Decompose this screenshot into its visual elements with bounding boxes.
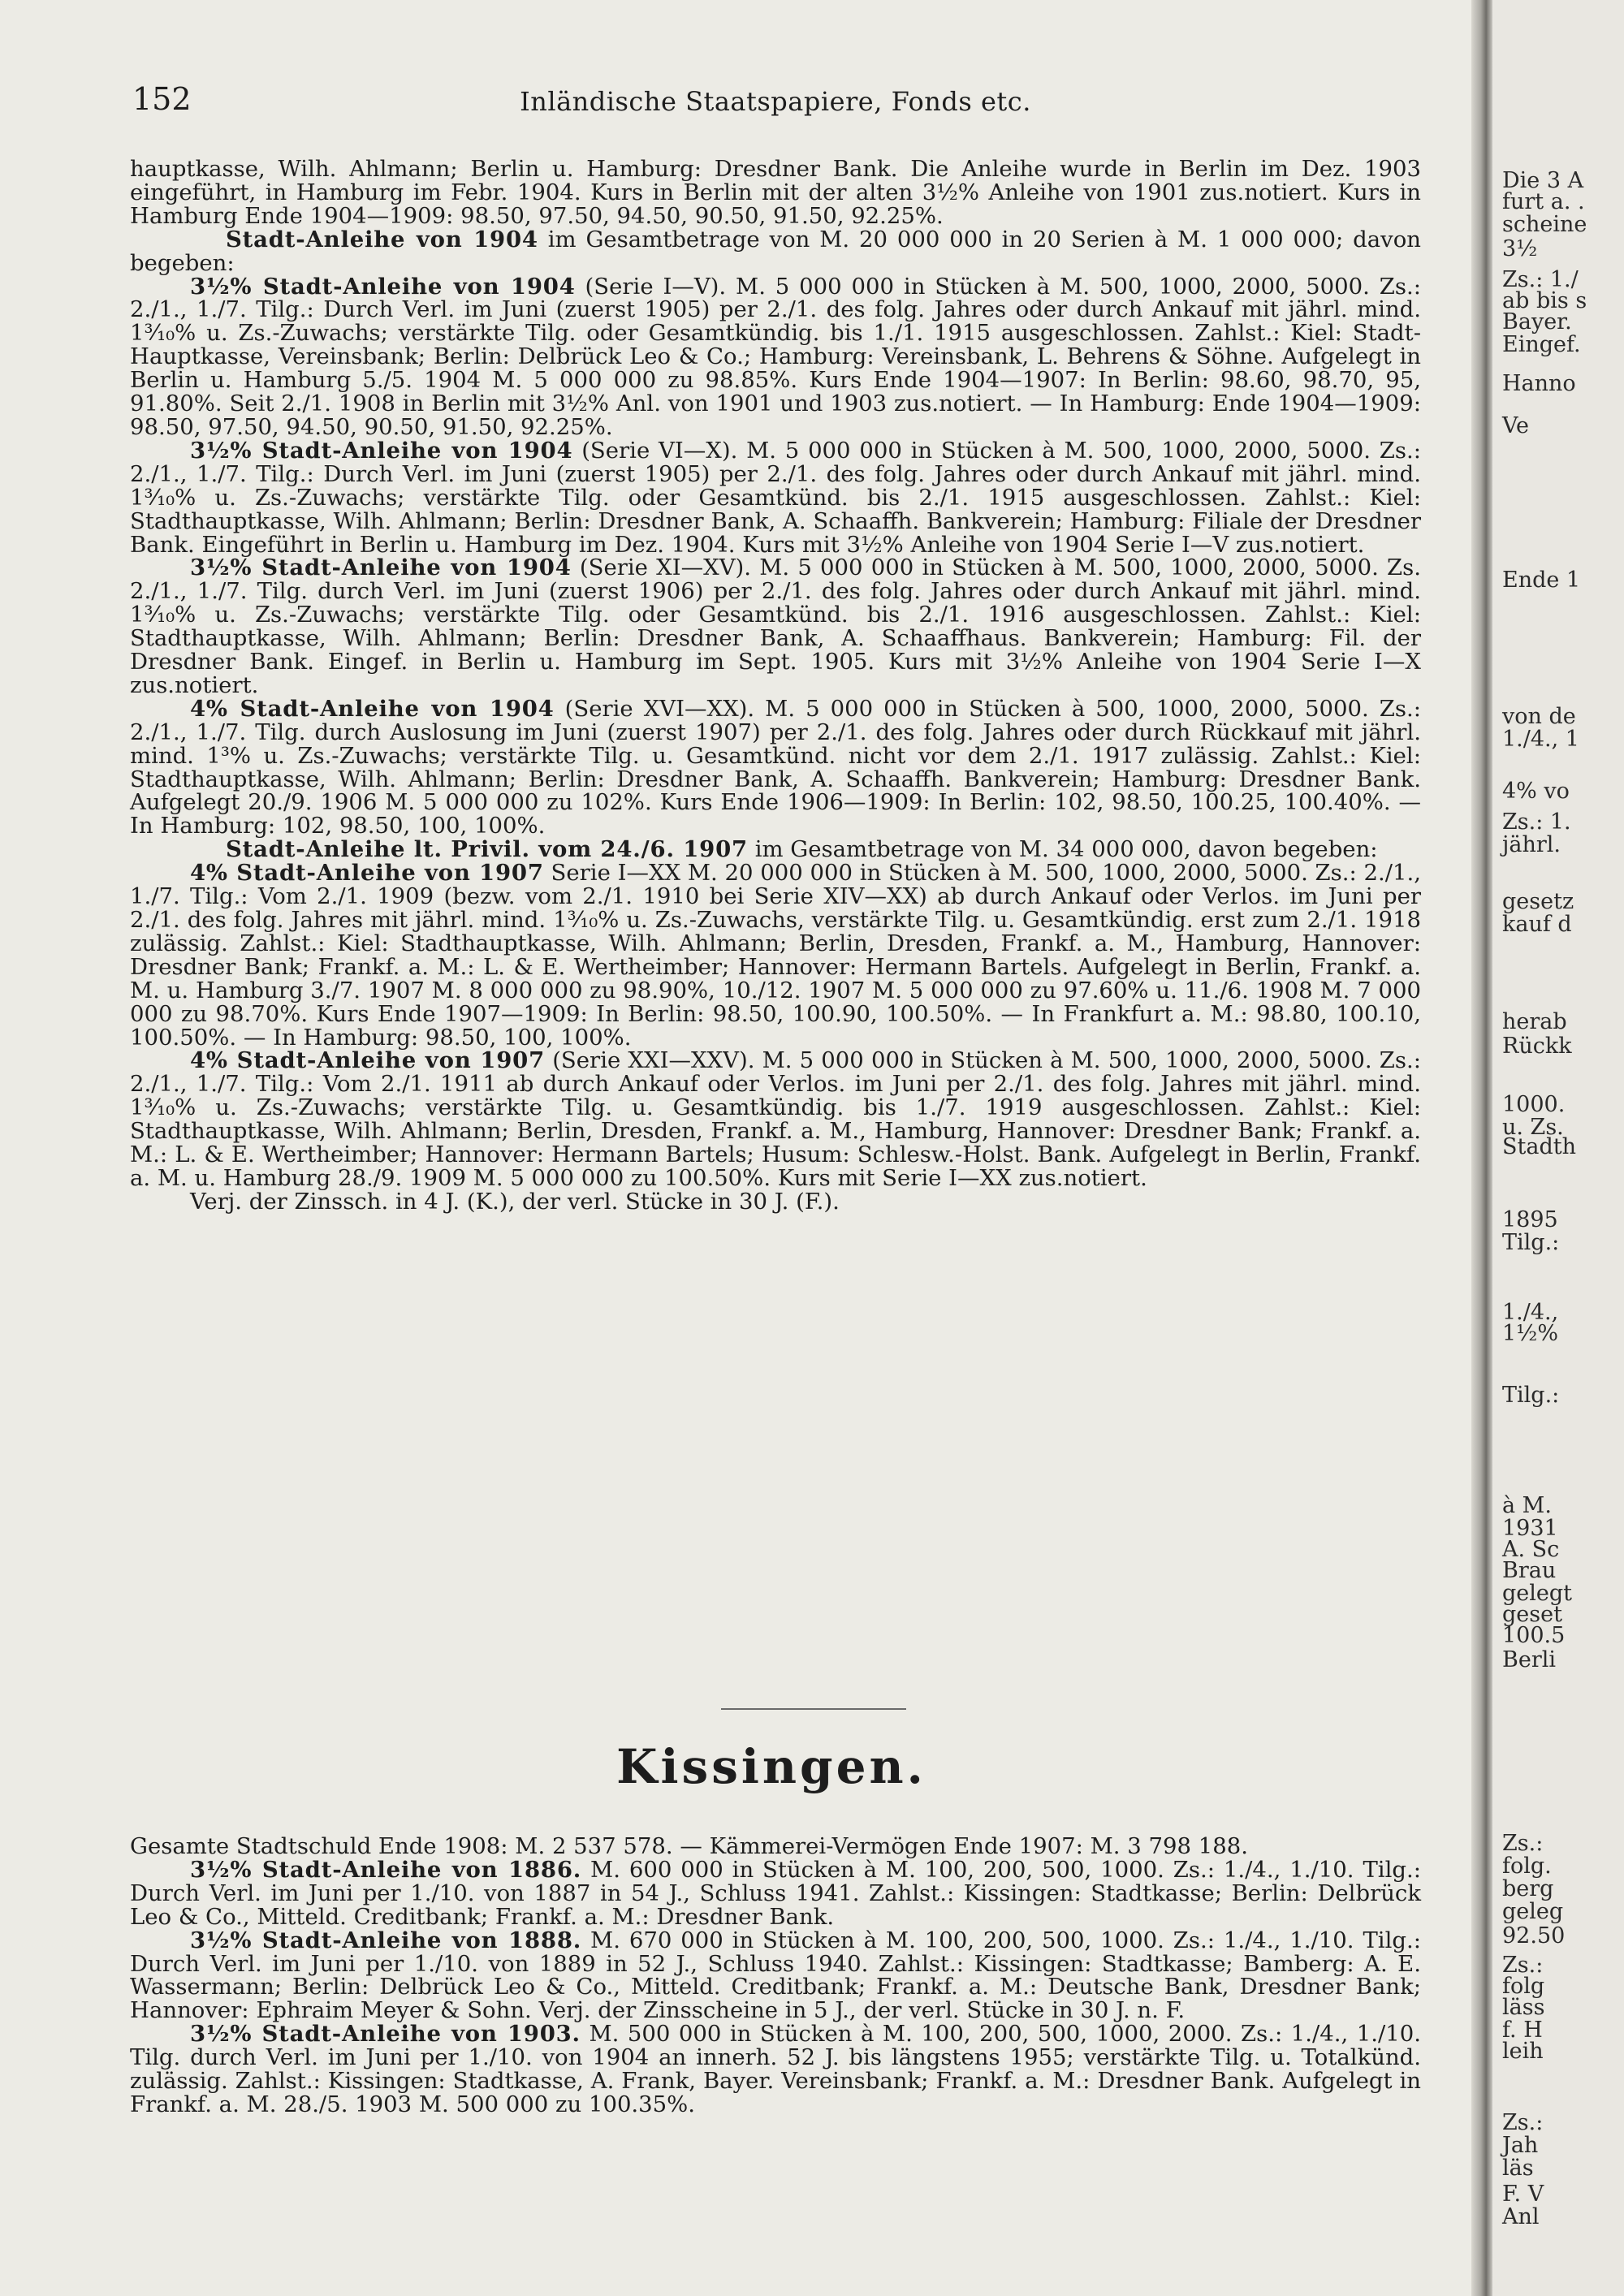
adjacent-page-fragment: läss xyxy=(1502,1995,1545,2020)
paragraph xyxy=(130,2022,1421,2117)
paragraph xyxy=(130,1835,1421,1858)
paragraph xyxy=(130,158,1421,228)
adjacent-page-fragment: 92.50 xyxy=(1502,1923,1566,1949)
adjacent-page-fragment: Berli xyxy=(1502,1647,1556,1672)
adjacent-page-fragment: Zs.: 1. xyxy=(1502,809,1571,835)
adjacent-page-fragment: Tilg.: xyxy=(1502,1383,1560,1408)
adjacent-page-fragment: jährl. xyxy=(1502,832,1561,857)
adjacent-page-fragment: Ve xyxy=(1502,413,1529,438)
paragraph-text: M. 600 000 in Stücken à M. 100, 200, 500, 1000. Zs.: 1./4., 1./10. Tilg.: Durch Verl. im Juni per 1./10. von 1887 in 54 J., Schluss 1941. Zahlst.: Kissingen: Stadtkasse; Berlin: Delbrück Leo & Co., Mitteld. Creditbank; Frankf. a. M.: Dresdner Bank. xyxy=(130,1856,1421,1930)
adjacent-page-fragment: Anl xyxy=(1502,2204,1540,2229)
loan-heading: 3½% Stadt-Anleihe von 1903. xyxy=(190,2021,581,2048)
loan-heading: 4% Stadt-Anleihe von 1907 xyxy=(190,860,544,887)
paragraph xyxy=(130,228,1421,275)
adjacent-page-fragment: Zs.: 1./ xyxy=(1502,267,1579,292)
book-gutter xyxy=(1471,0,1492,2296)
adjacent-page-fragment: herab xyxy=(1502,1009,1567,1034)
paragraph-text: hauptkasse, Wilh. Ahlmann; Berlin u. Hamburg: Dresdner Bank. Die Anleihe wurde in Berlin im Dez. 1903 eingeführt, in Hamburg im Febr. 1904. Kurs in Berlin mit der alten 3½% Anleihe von 1901 zus.notiert. Kurs in Hamburg Ende 1904—1909: 98.50, 97.50, 94.50, 90.50, 91.50, 92.25%. xyxy=(130,156,1421,229)
adjacent-page-fragment: Eingef. xyxy=(1502,332,1581,357)
body-text-kissingen xyxy=(130,1835,1421,2117)
paragraph-text: Serie I—XX M. 20 000 000 in Stücken à M. 500, 1000, 2000, 5000. Zs.: 2./1., 1./7. Tilg.: Vom 2./1. 1909 (bezw. vom 2./1. 1910 bei Serie XIV—XX) ab durch Ankauf oder Verlos. im Juni per 2./1. des folg. Jahres mit jährl. mind. 1³⁄₁₀% u. Zs.-Zuwachs, verstärkte Tilg. u. Gesamtkündig. erst zum 2./1. 1918 zulässig. Zahlst.: Kiel: Stadthauptkasse, Wilh. Ahlmann; Berlin, Dresden, Frankf. a. M., Hamburg, Hannover: Dresdner Bank; Frankf. a. M.: L. & E. Wertheimber; Hannover: Hermann Bartels. Aufgelegt in Berlin, Frankf. a. M. u. Hamburg 3./7. 1907 M. 8 000 000 zu 98.90%, 10./12. 1907 M. 5 000 000 zu 97.60% u. 11./6. 1908 M. 7 000 000 zu 98.70%. Kurs Ende 1907—1909: In Berlin: 98.50, 100.90, 100.50%. — In Frankfurt a. M.: 98.80, 100.10, 100.50%. — In Hamburg: 98.50, 100, 100%. xyxy=(130,860,1422,1051)
loan-heading: 3½% Stadt-Anleihe von 1904 xyxy=(190,437,573,464)
section-title: Kissingen. xyxy=(616,1739,926,1794)
adjacent-page-fragment: Jah xyxy=(1502,2133,1539,2158)
adjacent-page-fragment: Hanno xyxy=(1502,371,1576,396)
paragraph-text: M. 670 000 in Stücken à M. 100, 200, 500, 1000. Zs.: 1./4., 1./10. Tilg.: Durch Verl. im Juni per 1./10. von 1889 in 52 J., Schluss 1940. Zahlst.: Kissingen: Stadtkasse; Bamberg: A. E. Wassermann; Berlin: Delbrück Leo & Co., Mitteld. Creditbank; Frankf. a. M.: Deutsche Bank, Dresdner Bank; Hannover: Ephraim Meyer & Sohn. Verj. der Zinsscheine in 5 J., der verl. Stücke in 30 J. n. F. xyxy=(130,1927,1421,2024)
adjacent-page-fragment: Zs.: xyxy=(1502,2110,1544,2135)
adjacent-page-fragment: gelegt xyxy=(1502,1581,1573,1606)
adjacent-page-fragment: 1931 xyxy=(1502,1516,1558,1541)
section-divider xyxy=(721,1708,906,1710)
paragraph-text: (Serie XI—XV). M. 5 000 000 in Stücken à M. 500, 1000, 2000, 5000. Zs. 2./1., 1./7. Tilg. durch Verl. im Juni (zuerst 1906) per 2./1. des folg. Jahres oder durch Ankauf mit jährl. mind. 1³⁄₁₀% u. Zs.-Zuwachs; verstärkte Tilg. oder Gesamtkünd. bis 2./1. 1916 ausgeschlossen. Zahlst.: Kiel: Stadthauptkasse, Wilh. Ahlmann; Berlin: Dresdner Bank, A. Schaaffhaus. Bankverein; Hamburg: Fil. der Dresdner Bank. Eingef. in Berlin u. Hamburg im Sept. 1905. Kurs mit 3½% Anleihe von 1904 Serie I—X zus.notiert. xyxy=(130,555,1421,698)
adjacent-page-fragment: 1½% xyxy=(1502,1321,1559,1346)
adjacent-page-fragment: Brau xyxy=(1502,1558,1557,1583)
adjacent-page-fragment: 4% vo xyxy=(1502,779,1570,804)
adjacent-page-fragment: läs xyxy=(1502,2156,1534,2181)
adjacent-page-fragment: 100.5 xyxy=(1502,1623,1566,1648)
adjacent-page-fragment: scheine xyxy=(1502,212,1587,237)
adjacent-page-fragment: Stadth xyxy=(1502,1134,1576,1159)
paragraph xyxy=(130,1190,1421,1214)
paragraph-text: Gesamte Stadtschuld Ende 1908: M. 2 537 578. — Kämmerei-Vermögen Ende 1907: M. 3 798 188. xyxy=(130,1833,1248,1859)
paragraph-text: im Gesamtbetrage von M. 20 000 000 in 20 Serien à M. 1 000 000; davon begeben: xyxy=(130,226,1421,276)
adjacent-page-fragment: Die 3 A xyxy=(1502,168,1584,193)
adjacent-page-fragment: Zs.: xyxy=(1502,1831,1544,1856)
adjacent-page-fragment: Zs.: xyxy=(1502,1953,1544,1978)
adjacent-page-fragment: Tilg.: xyxy=(1502,1230,1560,1255)
running-title: Inländische Staatspapiere, Fonds etc. xyxy=(520,86,1031,117)
adjacent-page-fragment: gesetz xyxy=(1502,889,1574,914)
adjacent-page-fragment: folg xyxy=(1502,1974,1545,1999)
loan-heading: 3½% Stadt-Anleihe von 1886. xyxy=(190,1856,582,1883)
paragraph-text: im Gesamtbetrage von M. 34 000 000, davon begeben: xyxy=(747,836,1378,863)
adjacent-page-fragment: A. Sc xyxy=(1502,1537,1560,1562)
adjacent-page-fragment: f. H xyxy=(1502,2018,1543,2043)
page-number: 152 xyxy=(132,81,192,117)
adjacent-page-fragment: Ende 1 xyxy=(1502,568,1581,593)
paragraph-text: (Serie VI—X). M. 5 000 000 in Stücken à M. 500, 1000, 2000, 5000. Zs.: 2./1., 1./7. Tilg.: Durch Verl. im Juni (zuerst 1905) per 2./1. des folg. Jahres oder durch Ankauf mit jährl. mind. 1³⁄₁₀% u. Zs.-Zuwachs; verstärkte Tilg. oder Gesamtkünd. bis 2./1. 1915 ausgeschlossen. Zahlst.: Kiel: Stadthauptkasse, Wilh. Ahlmann; Berlin: Dresdner Bank, A. Schaaffh. Bankverein; Hamburg: Filiale der Dresdner Bank. Eingeführt in Berlin u. Hamburg im Dez. 1904. Kurs mit 3½% Anleihe von 1904 Serie I—V zus.notiert. xyxy=(130,437,1421,558)
adjacent-page-fragment: folg. xyxy=(1502,1854,1552,1879)
paragraph xyxy=(130,1929,1421,2023)
paragraph xyxy=(130,439,1421,557)
paragraph-text: Verj. der Zinssch. in 4 J. (K.), der verl. Stücke in 30 J. (F.). xyxy=(190,1188,840,1215)
adjacent-page-fragment: F. V xyxy=(1502,2182,1544,2207)
adjacent-page-fragment: geleg xyxy=(1502,1899,1564,1924)
adjacent-page-fragment: 1./4., xyxy=(1502,1300,1559,1325)
adjacent-page-fragment: berg xyxy=(1502,1876,1554,1901)
adjacent-page-fragment: geset xyxy=(1502,1602,1562,1627)
loan-heading: 4% Stadt-Anleihe von 1907 xyxy=(190,1047,546,1074)
loan-heading: Stadt-Anleihe lt. Privil. vom 24./6. 1907 xyxy=(226,836,748,863)
page-header xyxy=(126,78,1425,120)
paragraph xyxy=(130,275,1421,439)
loan-heading: 3½% Stadt-Anleihe von 1888. xyxy=(190,1927,582,1953)
adjacent-page-fragment: Rückk xyxy=(1502,1034,1572,1059)
loan-heading: 3½% Stadt-Anleihe von 1904 xyxy=(190,273,576,300)
adjacent-page-fragment: Bayer. xyxy=(1502,309,1572,334)
adjacent-page-fragment: 3½ xyxy=(1502,236,1538,261)
adjacent-page-edge xyxy=(1492,0,1624,2296)
paragraph xyxy=(130,838,1421,861)
adjacent-page-fragment: u. Zs. xyxy=(1502,1115,1564,1140)
adjacent-page-fragment: ab bis s xyxy=(1502,288,1587,313)
paragraph-text: (Serie I—V). M. 5 000 000 in Stücken à M. 500, 1000, 2000, 5000. Zs.: 2./1., 1./7. Tilg.: Durch Verl. im Juni (zuerst 1905) per 2./1. des folg. Jahres oder durch Ankauf mit jährl. mind. 1³⁄₁₀% u. Zs.-Zuwachs; verstärkte Tilg. oder Gesamtkündig. bis 1./1. 1915 ausgeschlossen. Zahlst.: Kiel: Stadt-Hauptkasse, Vereinsbank; Berlin: Delbrück Leo & Co.; Hamburg: Vereinsbank, L. Behrens & Söhne. Aufgelegt in Berlin u. Hamburg 5./5. 1904 M. 5 000 000 zu 98.85%. Kurs Ende 1904—1907: In Berlin: 98.60, 98.70, 95, 91.80%. Seit 2./1. 1908 in Berlin mit 3½% Anl. von 1901 und 1903 zus.notiert. — In Hamburg: Ende 1904—1909: 98.50, 97.50, 94.50, 90.50, 91.50, 92.25%. xyxy=(130,273,1421,440)
adjacent-page-fragment: 1000. xyxy=(1502,1092,1566,1117)
paragraph-text: (Serie XVI—XX). M. 5 000 000 in Stücken à 500, 1000, 2000, 5000. Zs.: 2./1., 1./7. Tilg. durch Auslosung im Juni (zuerst 1907) per 2./1. des folg. Jahres oder durch Rückkauf mit jährl. mind. 1³% u. Zs.-Zuwachs; verstärkte Tilg. u. Gesamtkünd. nicht vor dem 2./1. 1917 zulässig. Zahlst.: Kiel: Stadthauptkasse, Wilh. Ahlmann; Berlin: Dresdner Bank, A. Schaaffh. Bankverein; Hamburg: Dresdner Bank. Aufgelegt 20./9. 1906 M. 5 000 000 zu 102%. Kurs Ende 1906—1909: In Berlin: 102, 98.50, 100.25, 100.40%. — In Hamburg: 102, 98.50, 100, 100%. xyxy=(130,695,1421,839)
paragraph xyxy=(130,861,1421,1049)
body-text-kiel xyxy=(130,158,1421,1214)
loan-heading: 3½% Stadt-Anleihe von 1904 xyxy=(190,555,572,581)
adjacent-page-fragment: 1./4., 1 xyxy=(1502,727,1579,752)
paragraph-text: M. 500 000 in Stücken à M. 100, 200, 500, 1000, 2000. Zs.: 1./4., 1./10. Tilg. durch Verl. im Juni per 1./10. von 1904 an innerh. 52 J. bis längstens 1955; verstärkte Tilg. u. Totalkünd. zulässig. Zahlst.: Kissingen: Stadtkasse, A. Frank, Bayer. Vereinsbank; Frankf. a. M.: Dresdner Bank. Aufgelegt in Frankf. a. M. 28./5. 1903 M. 500 000 zu 100.35%. xyxy=(130,2021,1421,2117)
adjacent-page-fragment: 1895 xyxy=(1502,1207,1558,1232)
adjacent-page-fragment: leih xyxy=(1502,2039,1544,2064)
adjacent-page-fragment: à M. xyxy=(1502,1493,1552,1518)
paragraph xyxy=(130,1049,1421,1189)
adjacent-page-fragment: furt a. . xyxy=(1502,189,1585,214)
paragraph xyxy=(130,697,1421,838)
paragraph xyxy=(130,556,1421,697)
paragraph-text: (Serie XXI—XXV). M. 5 000 000 in Stücken à M. 500, 1000, 2000, 5000. Zs.: 2./1., 1./7. Tilg.: Vom 2./1. 1911 ab durch Ankauf oder Verlos. im Juni per 2./1. des folg. Jahres mit jährl. mind. 1³⁄₁₀% u. Zs.-Zuwachs; verstärkte Tilg. u. Gesamtkündig. bis 1./7. 1919 ausgeschlossen. Zahlst.: Kiel: Stadthauptkasse, Wilh. Ahlmann; Berlin, Dresden, Frankf. a. M., Hamburg, Hannover: Dresdner Bank; Frankf. a. M.: L. & E. Wertheimber; Hannover: Hermann Bartels; Husum: Schlesw.-Holst. Bank. Aufgelegt in Berlin, Frankf. a. M. u. Hamburg 28./9. 1909 M. 5 000 000 zu 100.50%. Kurs mit Serie I—XX zus.notiert. xyxy=(130,1047,1421,1191)
adjacent-page-fragment: kauf d xyxy=(1502,912,1572,937)
loan-heading: Stadt-Anleihe von 1904 xyxy=(226,226,538,252)
adjacent-page-fragment: von de xyxy=(1502,704,1576,729)
loan-heading: 4% Stadt-Anleihe von 1904 xyxy=(190,695,555,722)
paragraph xyxy=(130,1858,1421,1929)
